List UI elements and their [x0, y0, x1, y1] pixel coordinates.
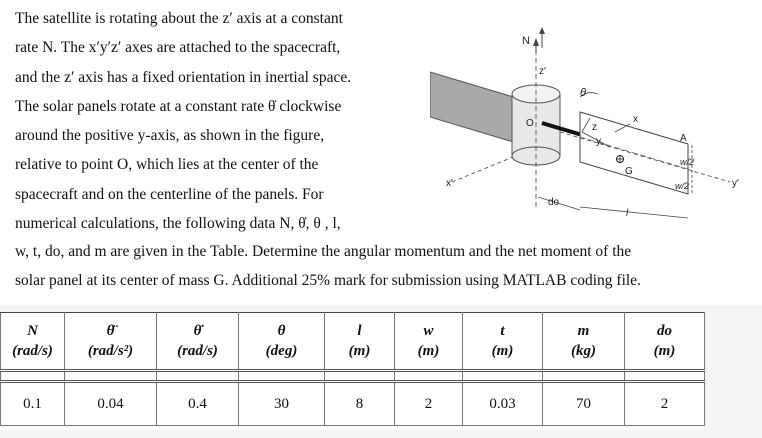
label-x: x — [633, 114, 638, 125]
header-m: m (kg) — [543, 313, 625, 371]
label-y-prime: y′ — [732, 178, 739, 189]
problem-line: around the positive y-axis, as shown in the figure, — [15, 127, 325, 145]
value-m: 70 — [543, 382, 625, 426]
value-t: 0.03 — [463, 382, 543, 426]
header-w: w (m) — [395, 313, 463, 371]
header-theta-ddot: θ̈ (rad/s²) — [65, 313, 157, 371]
header-theta-dot: θ̇ (rad/s) — [157, 313, 239, 371]
problem-paragraph — [15, 4, 395, 238]
header-l: l (m) — [325, 313, 395, 371]
label-O: O — [526, 118, 534, 129]
value-l: 8 — [325, 382, 395, 426]
problem-line: The satellite is rotating about the z′ axis at a constant — [15, 10, 343, 27]
value-theta: 30 — [239, 382, 325, 426]
label-z-prime: z′ — [539, 66, 546, 77]
value-N: 0.1 — [1, 382, 65, 426]
table-spacer-row — [1, 371, 705, 382]
value-theta-dot: 0.4 — [157, 382, 239, 426]
problem-line: w, t, do, and m are given in the Table. Determine the angular momentum and the net moment of the — [15, 243, 632, 260]
label-N: N — [522, 35, 530, 47]
value-theta-ddot: 0.04 — [65, 382, 157, 426]
label-x-prime: x′ — [446, 178, 453, 189]
label-y: y — [596, 136, 601, 147]
problem-line: numerical calculations, the following data N, θ̇, θ , l, — [15, 215, 341, 233]
problem-line: rate N. The x′y′z′ axes are attached to the spacecraft, — [15, 39, 341, 57]
value-w: 2 — [395, 382, 463, 426]
label-z: z — [592, 122, 597, 133]
header-t: t (m) — [463, 313, 543, 371]
data-table-container — [0, 312, 704, 430]
problem-line: solar panel at its center of mass G. Additional 25% mark for submission using MATLAB coding file. — [15, 272, 641, 290]
value-do: 2 — [625, 382, 705, 426]
problem-line: and the z′ axis has a fixed orientation in inertial space. — [15, 68, 352, 86]
problem-line: relative to point O, which lies at the center of the — [15, 156, 319, 174]
header-N: N (rad/s) — [1, 313, 65, 371]
problem-line: The solar panels rotate at a constant rate θ̇ clockwise — [15, 97, 342, 115]
label-l: l — [626, 208, 629, 219]
label-G: G — [625, 166, 633, 177]
label-theta: θ — [580, 87, 586, 99]
satellite-figure — [430, 22, 755, 227]
label-w2-bottom: w/2 — [675, 181, 690, 191]
problem-paragraph-continued — [15, 237, 750, 296]
header-do: do (m) — [625, 313, 705, 371]
data-table — [0, 312, 705, 426]
table-row — [1, 382, 705, 426]
label-do: do — [548, 197, 560, 208]
label-w2-top: w/2 — [680, 157, 695, 167]
label-A: A — [680, 133, 687, 144]
header-theta: θ (deg) — [239, 313, 325, 371]
problem-line: spacecraft and on the centerline of the panels. For — [15, 185, 324, 203]
table-header-row — [1, 313, 705, 371]
